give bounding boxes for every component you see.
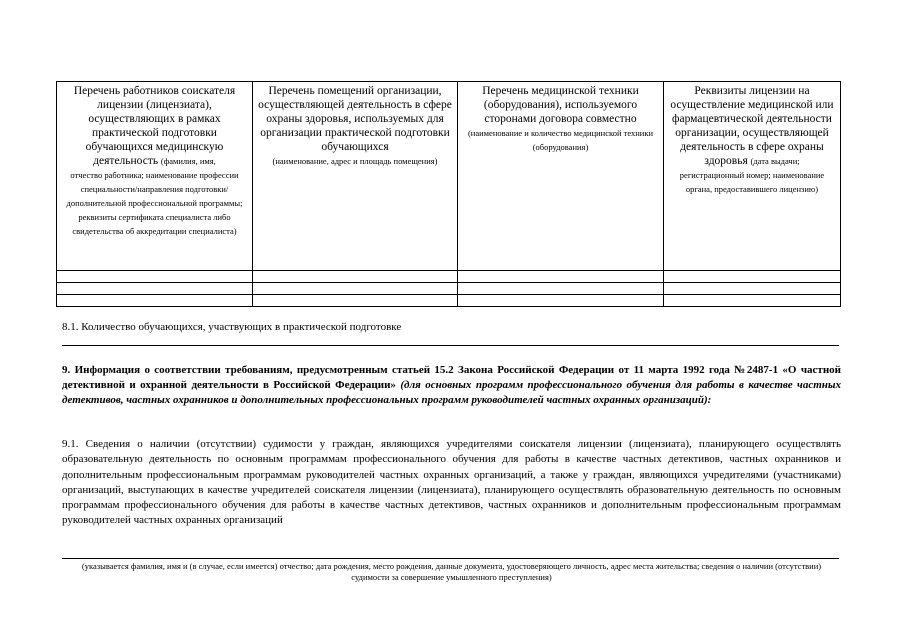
header-staff-note: отчество работника; наименование профессии специальности/направления подготовки/дополнительной профессиональной программы; реквизиты сертификата специалиста либо свидетельства об аккредитации специалиста) (66, 170, 243, 236)
table-cell[interactable] (57, 271, 253, 283)
header-cell-license (664, 82, 841, 271)
header-equipment-title: Перечень медицинской техники (оборудования), используемого сторонами договора совместно (482, 85, 639, 125)
table-cell[interactable] (253, 295, 458, 307)
section-9-1-text: 9.1. Сведения о наличии (отсутствии) судимости у граждан, являющихся учредителями соискателя лицензии (лицензиата), планирующего осуществлять образовательную деятельность по основным программам профессионального обучения для работы в качестве частных детективов, частных охранников и дополнительным профессиональным программам руководителей частных охранных организаций, а также у граждан, являющихся учредителями (участниками) организаций, выступающих в качестве учредителей соискателя лицензии (лицензиата), планирующего осуществлять образовательную деятельность по основным программам профессионального обучения для работы в качестве частных детективов, частных охранников и дополнительным профессиональным программам руководителей частных охранных организаций (62, 438, 841, 527)
section-9-1-fill-line[interactable] (62, 558, 839, 559)
license-table (56, 81, 841, 307)
table-cell[interactable] (253, 283, 458, 295)
header-equipment-note: (наименование и количество медицинской техники (оборудования) (467, 128, 654, 152)
table-cell[interactable] (664, 295, 841, 307)
header-cell-staff (57, 82, 253, 271)
table-row (57, 295, 841, 307)
header-premises-title: Перечень помещений организации, осуществляющей деятельность в сфере охраны здоровья, используемых для организации практической подготовки обучающихся (258, 85, 452, 153)
table-cell[interactable] (458, 283, 664, 295)
table-cell[interactable] (57, 295, 253, 307)
section-9-heading (62, 363, 841, 408)
table-cell[interactable] (253, 271, 458, 283)
header-license-note: регистрационный номер; наименование органа, предоставившего лицензию) (679, 170, 825, 194)
section-9-title: 9. Информация о соответствии требованиям, предусмотренным статьей 15.2 Закона Российской Федерации от 11 марта 1992 года №2487-1 «О частной детективной и охранной деятельности в Российской Федерации» (62, 364, 841, 391)
section-9-subtitle: (для основных программ профессионального обучения для работы в качестве частных детективов, частных охранников и дополнительных профессиональных программ руководителей частных охранных организаций): (62, 379, 841, 406)
table-cell[interactable] (57, 283, 253, 295)
table-cell[interactable] (664, 271, 841, 283)
table-row (57, 271, 841, 283)
table-cell[interactable] (458, 295, 664, 307)
header-staff-title: Перечень работников соискателя лицензии (лицензиата), осуществляющих в рамках практической подготовки обучающихся медицинскую деятельность (73, 85, 236, 167)
table-cell[interactable] (664, 283, 841, 295)
header-cell-equipment (458, 82, 664, 271)
table-header-row (57, 82, 841, 271)
section-8-1-fill-line[interactable] (62, 345, 839, 346)
table-cell[interactable] (458, 271, 664, 283)
header-license-title: Реквизиты лицензии на осуществление медицинской или фармацевтической деятельности организации, осуществляющей деятельность в сфере охраны здоровья (670, 85, 834, 167)
table-row (57, 283, 841, 295)
header-staff-note-inline: (фамилия, имя, (160, 156, 216, 166)
footnote-text: (указывается фамилия, имя и (в случае, если имеется) отчество; дата рождения, место рождения, данные документа, удостоверяющего личность, адрес места жительства; сведения о наличии (отсутствии) судимости за совершение умышленного преступления) (81, 561, 822, 582)
section-8-1-label: 8.1. Количество обучающихся, участвующих в практической подготовке (62, 321, 402, 333)
header-premises-note: (наименование, адрес и площадь помещения) (272, 156, 438, 166)
header-cell-premises (253, 82, 458, 271)
header-license-note-inline: (дата выдачи; (750, 156, 800, 166)
